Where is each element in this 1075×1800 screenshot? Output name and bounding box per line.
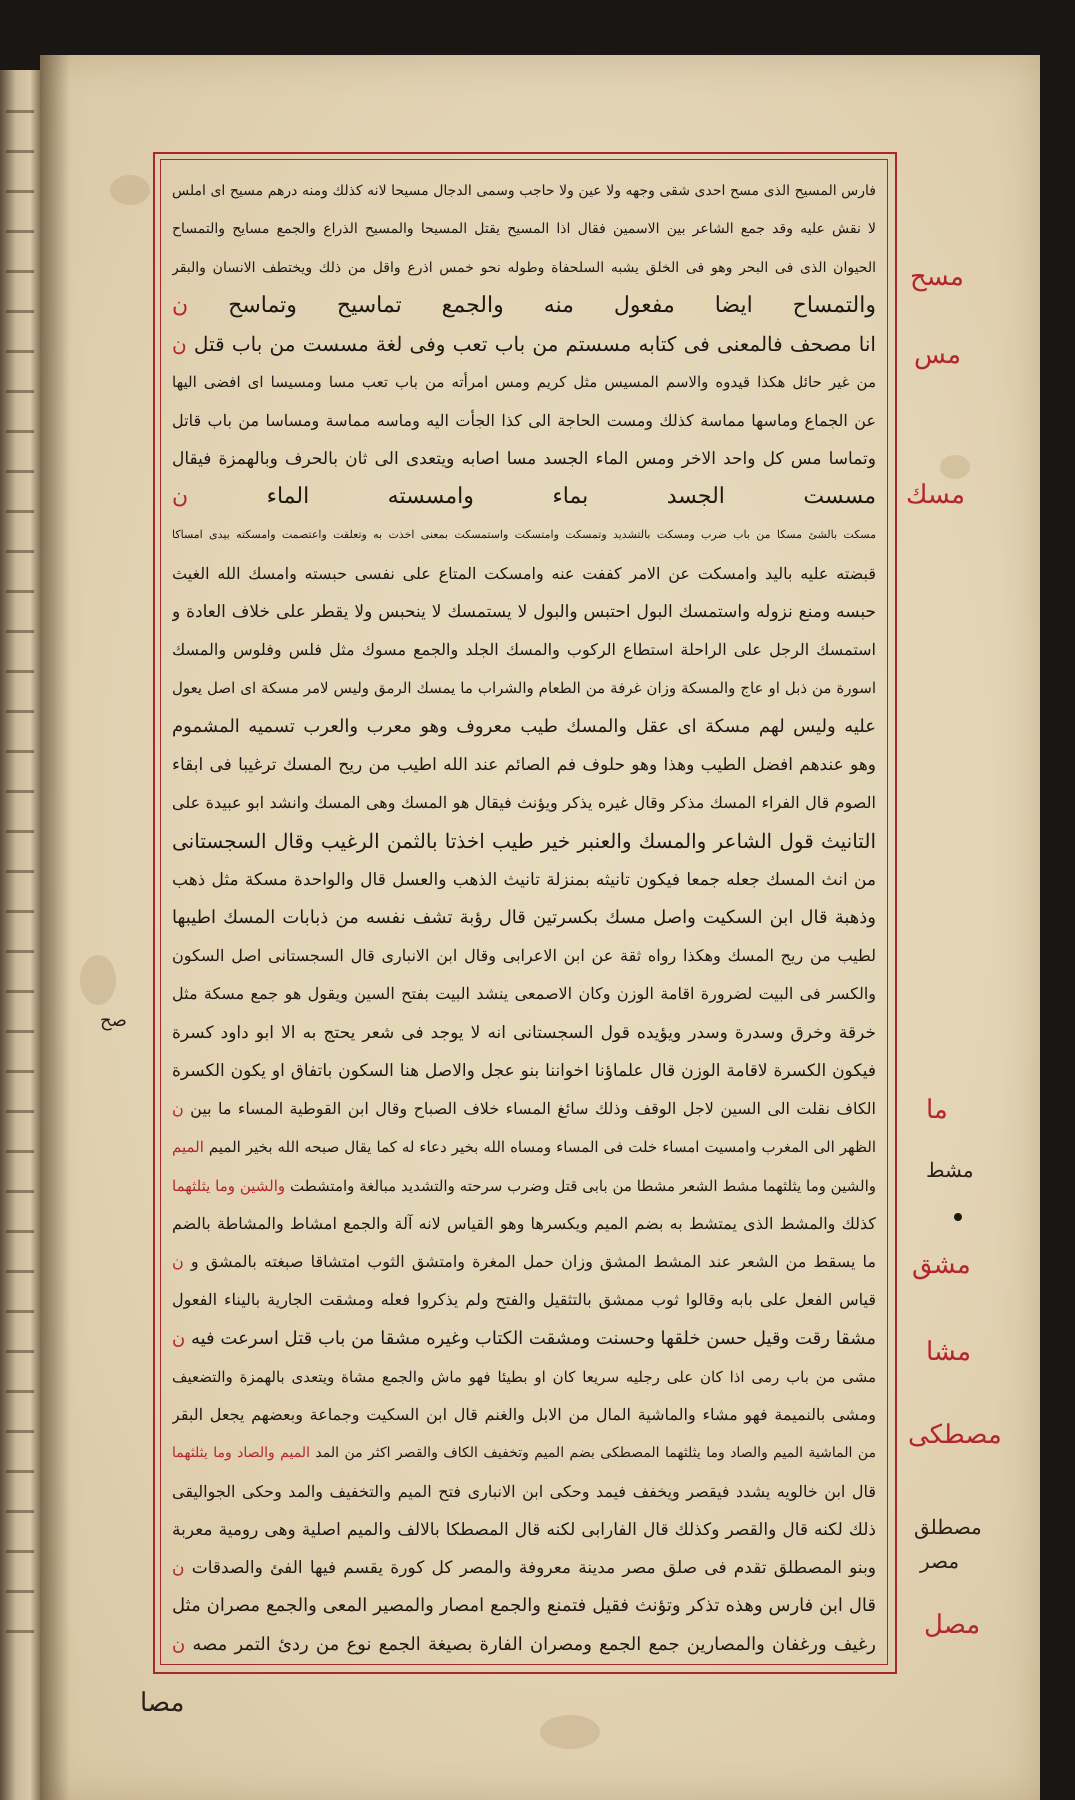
manuscript-line-text: وتماسا مس كل واحد الاخر ومس الماء الجسد مسا اصابه ويتعدى الى ثان بالحرف وبالهمزة فيقال	[172, 448, 876, 469]
rubric-marker: ن	[172, 1252, 184, 1272]
manuscript-line-text: من الماشية الميم والصاد وما يثلثهما المصطكى بضم الميم وتخفيف الكاف والقصر اكثر من المد	[315, 1445, 876, 1462]
manuscript-line-text: قال ابن خالويه يشدد فيقصر ويخفف فيمد وحكى ابن الانبارى فتح الميم والتخفيف والمد وحكى الجواليقى	[172, 1481, 876, 1501]
rubric-marker: ن	[172, 1633, 186, 1655]
manuscript-line-text: الظهر الى المغرب وامسيت امساء خلت فى المساء ومساه الله بخير دعاء له كما يقال صبحه الله بخير الميم	[208, 1138, 876, 1157]
facing-page-line	[6, 1110, 34, 1113]
manuscript-line-text: من انث المسك جعله جمعا فيكون تانيثه بمنزلة تانيث الذهب والعسل قال والواحدة مسكة مثل ذهب	[172, 869, 876, 890]
facing-page-line	[6, 1270, 34, 1273]
facing-page-line	[6, 670, 34, 673]
facing-page-line	[6, 950, 34, 953]
rubric-marker: والشين وما يثلثهما	[172, 1176, 286, 1195]
foxing-spot	[940, 455, 970, 479]
manuscript-line-text: قبضته عليه باليد وامسكت عن الامر كففت عنه وامسكت المتاع على نفسى حبسته وامسك الله الغيث	[172, 563, 876, 583]
foxing-spot	[110, 175, 150, 205]
facing-page-line	[6, 390, 34, 393]
foxing-spot	[540, 1715, 600, 1749]
manuscript-line-text: استمسك الرجل على الراحلة استطاع الركوب والمسك الجلد والجمع مسوك مثل فلس وفلوس والمسك	[172, 640, 876, 660]
manuscript-line-text: الكاف نقلت الى السين لاجل الوقف وذلك سائغ المساء خلاف الصباح وقال ابن القوطية المساء ما بين	[190, 1099, 876, 1119]
margin-note-mastaki: مصطكى	[908, 1420, 1002, 1450]
manuscript-line-text: فارس المسيح الذى مسح احدى شقى وجهه ولا عين ولا حاجب وسمى الدجال مسيحا لانه كذلك ومنه درهم مسيح اى املس	[172, 183, 876, 199]
margin-note-ma: ما	[926, 1095, 948, 1125]
facing-page-line	[6, 1390, 34, 1393]
facing-page-line	[6, 590, 34, 593]
facing-page-line	[6, 550, 34, 553]
rubric-marker: ن	[172, 292, 189, 318]
facing-page-line	[6, 1510, 34, 1513]
facing-page-line	[6, 1350, 34, 1353]
facing-page-line	[6, 1430, 34, 1433]
manuscript-line	[172, 1622, 876, 1668]
manuscript-line-text: مسكت بالشئ مسكا من باب ضرب ومسكت بالتشديد وتمسكت وامتسكت واستمسكت بمعنى اخذت به وتعلقت واعتصمت وامسكته بيدى امساكا	[172, 528, 876, 542]
margin-note-mass: مس	[914, 340, 962, 370]
margin-note-mustaliq: مصطلق	[914, 1515, 982, 1539]
manuscript-line-text: مشى من باب رمى اذا كان على رجليه سريعا كان او بطيئا فهو ماش والجمع مشاة ويتعدى بالهمزة والتضعيف	[172, 1367, 876, 1386]
manuscript-line-text: مسست الجسد بماء وامسسته الماء	[266, 484, 876, 510]
margin-note-masak: مسك	[906, 480, 966, 510]
manuscript-line-text: رغيف ورغفان والمصارين جمع الجمع ومصران الفارة بصيغة الجمع نوع من ردئ التمر مصه	[192, 1633, 876, 1655]
facing-page-line	[6, 1190, 34, 1193]
manuscript-line-text: ذلك لكنه قال والقصر وكذلك قال الفارابى لكنه قال المصطكا بالالف والميم اصلية وهى رومية معربة	[172, 1519, 876, 1540]
manuscript-line-text: مشقا رقت وقيل حسن خلقها وحسنت ومشقت الكتاب وغيره مشقا من باب قتل اسرعت فيه	[190, 1327, 876, 1349]
manuscript-line-text: لطيب من ريح المسك وهكذا رواه ثقة عن ابن الاعرابى وقال ابن الانبارى قال السجستانى اصل السكون	[172, 946, 876, 966]
manuscript-line-text: عليه وليس لهم مسكة اى عقل والمسك طيب معروف وهو معرب والعرب تسميه المشموم	[172, 715, 876, 737]
facing-page-line	[6, 1030, 34, 1033]
manuscript-line-text: ومشى بالنميمة فهو مشاء والماشية المال من الابل والغنم قال ابن السكيت وجماعة وبعضهم يجعل البقر	[172, 1405, 876, 1425]
facing-page-line	[6, 1630, 34, 1633]
facing-page-line	[6, 1070, 34, 1073]
facing-page-line	[6, 350, 34, 353]
margin-note-misr: مصر	[920, 1549, 960, 1573]
facing-page-line	[6, 1150, 34, 1153]
manuscript-line-text: حبسه ومنع نزوله واستمسك البول احتبس والبول لا يستمسك لا ينحبس ولا يقطر على خلاف العادة و	[172, 601, 876, 622]
manuscript-line-text: والكسر فى البيت لضرورة اقامة الوزن وكان الاصمعى ينشد البيت بفتح السين ويقول هو جمع مسكة مثل	[172, 984, 876, 1004]
facing-page-line	[6, 150, 34, 153]
manuscript-line-text: الصوم قال الفراء المسك مذكر وقال غيره يذكر ويؤنث فيقال هو المسك وهى المسك وانشد ابو عبيدة على	[172, 793, 876, 813]
manuscript-line-text: وبنو المصطلق تقدم فى صلق مصر مدينة معروفة والمصر كل كورة يقسم فيها الفئ والصدقات	[191, 1558, 876, 1579]
margin-note-correction: صح	[100, 1010, 127, 1031]
facing-page-line	[6, 110, 34, 113]
facing-page-line	[6, 190, 34, 193]
facing-page-line	[6, 990, 34, 993]
rubric-marker: ن	[172, 1558, 185, 1579]
manuscript-line-text: من غير حائل هكذا قيدوه والاسم المسيس مثل كريم ومس امرأته من باب تعب مسا ومسيسا اى افضى اليها	[172, 373, 876, 392]
rubric-marker: ن	[172, 332, 187, 357]
facing-page-line	[6, 1470, 34, 1473]
manuscript-line-text: خرقة وخرق وسدرة وسدر ويؤيده قول السجستانى انه لا يوجد فى شعر يحتج به الا ابو داود كسرة	[172, 1022, 876, 1043]
gutter-shadow	[40, 55, 70, 1800]
facing-page-line	[6, 870, 34, 873]
manuscript-line-text: لا نقش عليه وقد جمع الشاعر بين الاسمين فقال اذا المسيح يقتل المسيحا والمسيح الذراع والجمع مسايح والتمساح	[172, 221, 876, 238]
manuscript-line-text: وهو عندهم افضل الطيب وهذا وهو حلوف فم الصائم عند الله اطيب من ريح المسك ترغيبا فى ابقاء	[172, 754, 876, 775]
manuscript-line-text: اسورة من ذبل او عاج والمسكة وزان غرفة من الطعام والشراب ما يمسك الرمق وليس لامر مسكة اى اصل يعول	[172, 679, 876, 698]
facing-page-line	[6, 430, 34, 433]
facing-page-line	[6, 830, 34, 833]
manuscript-line-text: عن الجماع وماسها مماسة كذلك ومست الحاجة الى كذا الجأت اليه وماسه مماسة ومساسا من باب قاتل	[172, 410, 876, 430]
facing-page-line	[6, 510, 34, 513]
facing-page-line	[6, 1230, 34, 1233]
manuscript-line-text: الحيوان الذى فى البحر وهو فى الخلق يشبه السلحفاة وطوله نحو خمس اذرع واقل من ذلك ويختطف الانسان والبقر	[172, 259, 876, 276]
facing-page-line	[6, 750, 34, 753]
manuscript-line-text: قال ابن فارس وهذه تذكر وتؤنث فقيل فتمنع والجمع امصار والمصير المعى والجمع مصران مثل	[172, 1595, 876, 1617]
rubric-marker: ن	[172, 1327, 186, 1349]
manuscript-line-text: قياس الفعل على بابه وقالوا ثوب ممشق بالتثقيل والفتح ولم يذكروا فعله ومشقت الجارية باليناء الفعول	[172, 1290, 876, 1310]
manuscript-line-text: وذهبة قال ابن السكيت واصل مسك بكسرتين قال رؤبة تشف نفسه من ذبابات المسك اطيبها	[172, 906, 876, 928]
margin-note-masal: مصل	[924, 1610, 981, 1640]
rubric-marker: الميم	[172, 1138, 204, 1157]
facing-page-line	[6, 230, 34, 233]
facing-page-line	[6, 1550, 34, 1553]
margin-note-mashaq: مشق	[912, 1250, 971, 1280]
facing-page-line	[6, 710, 34, 713]
manuscript-line-text: والشين وما يثلثهما مشط الشعر مشطا من بابى قتل وضرب سرحته والتشديد مبالغة وامتشطت	[290, 1176, 876, 1195]
manuscript-line-text: انا مصحف فالمعنى فى كتابه مسستم من باب تعب وفى لغة مسست من باب قتل	[193, 332, 876, 357]
manuscript-line-text: التانيث قول الشاعر والمسك والعنبر خير طيب اخذتا بالثمن الرغيب وقال السجستانى	[172, 829, 876, 854]
facing-page-line	[6, 470, 34, 473]
rubric-marker: ن	[172, 1099, 184, 1119]
manuscript-line-text: ما يسقط من الشعر عند المشط المشق وزان حمل المغرة وامتشق الثوب امتشاقا صبغته بالمشق و	[190, 1252, 876, 1272]
page-number: مصا	[140, 1688, 185, 1718]
margin-note-mashat: مشط	[926, 1158, 974, 1182]
facing-page-edge	[0, 70, 40, 1800]
facing-page-line	[6, 790, 34, 793]
facing-page-line	[6, 270, 34, 273]
margin-bullet-dot	[954, 1213, 962, 1221]
margin-note-masah: مسح	[910, 262, 964, 292]
margin-note-masha: مشا	[926, 1337, 972, 1367]
manuscript-line-text: فيكون الكسرة لاقامة الوزن قال علماؤنا اخواننا بنو عجل والاصل هنا السكون باتفاق او يكون الكسرة	[172, 1060, 876, 1081]
facing-page-line	[6, 630, 34, 633]
facing-page-line	[6, 1310, 34, 1313]
facing-page-line	[6, 910, 34, 913]
rubric-marker: الميم والصاد وما يثلثهما	[172, 1445, 310, 1462]
facing-page-line	[6, 1590, 34, 1593]
rubric-marker: ن	[172, 484, 189, 510]
facing-page-line	[6, 310, 34, 313]
manuscript-line-text: كذلك والمشط الذى يمتشط به بضم الميم ويكسرها وهو القياس لانه آلة والجمع امشاط والمشاطة بالضم	[172, 1213, 876, 1233]
text-block	[172, 168, 876, 1660]
foxing-spot	[80, 955, 116, 1005]
manuscript-line-text: والتمساح ايضا مفعول منه والجمع تماسيح وتماسح	[228, 292, 876, 318]
